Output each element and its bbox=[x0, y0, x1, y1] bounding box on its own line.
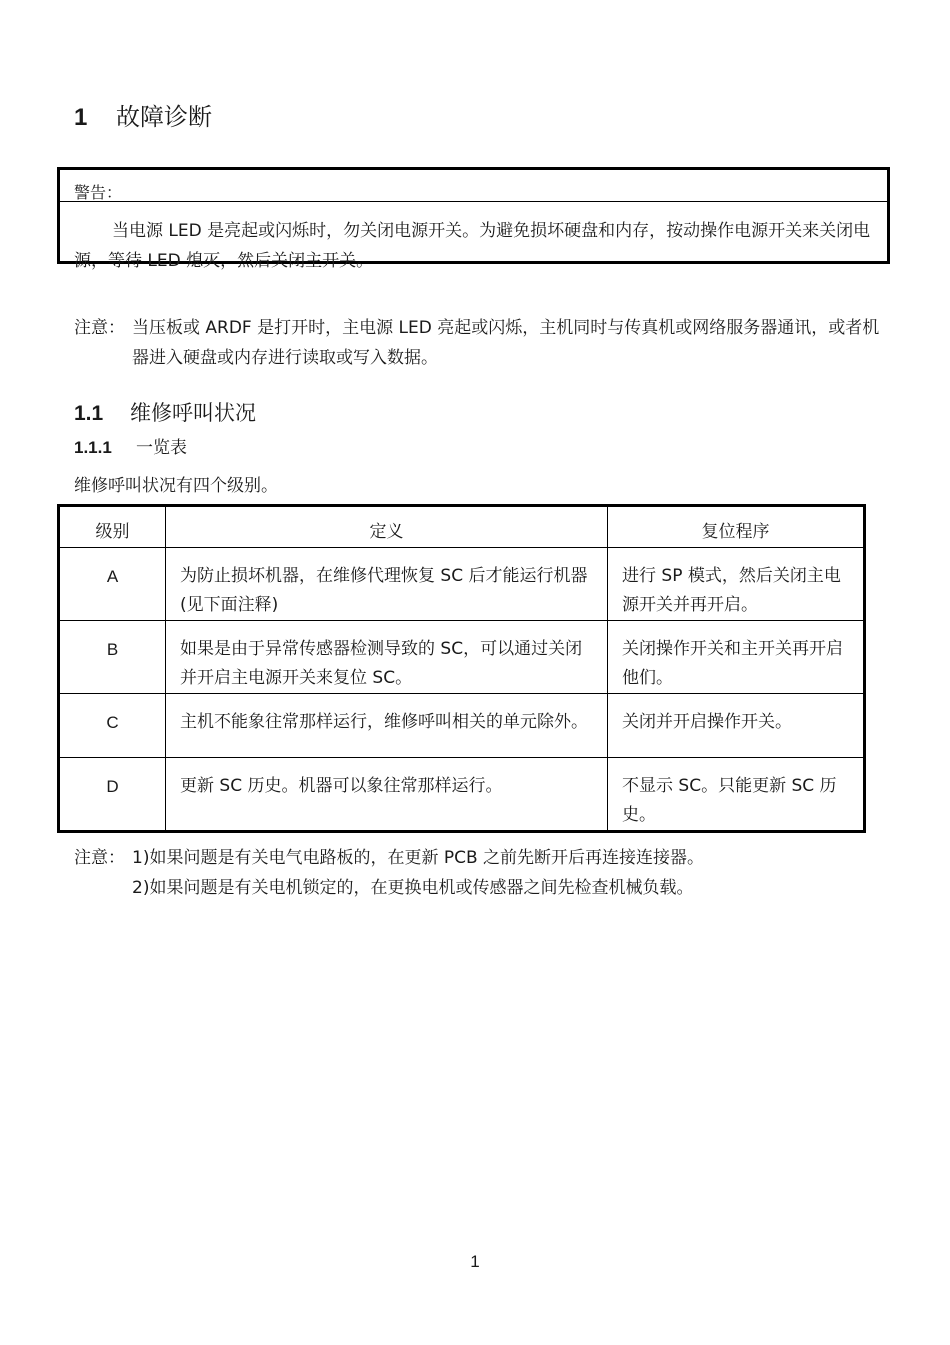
heading-3-title: 一览表 bbox=[136, 438, 187, 458]
definition-cell: 为防止损坏机器，在维修代理恢复 SC 后才能运行机器(见下面注释) bbox=[166, 548, 608, 621]
table-row bbox=[59, 694, 865, 758]
level-cell: D bbox=[59, 758, 166, 832]
note-2-item: 1)如果问题是有关电气电路板的，在更新 PCB 之前先断开后再连接连接器。 bbox=[132, 848, 705, 868]
reset-cell: 不显示 SC。只能更新 SC 历史。 bbox=[608, 758, 865, 832]
heading-2-title: 维修呼叫状况 bbox=[130, 401, 256, 425]
level-cell: B bbox=[59, 621, 166, 694]
warning-label: 警告： bbox=[74, 183, 123, 202]
note-1-text: 当压板或 ARDF 是打开时，主电源 LED 亮起或闪烁，主机同时与传真机或网络服务器通讯，或者机器进入硬盘或内存进行读取或写入数据。 bbox=[132, 318, 880, 368]
heading-1 bbox=[74, 100, 212, 135]
table-header-row bbox=[59, 506, 865, 548]
table-row bbox=[59, 548, 865, 621]
heading-3 bbox=[74, 435, 187, 461]
definition-cell: 如果是由于异常传感器检测导致的 SC，可以通过关闭并开启主电源开关来复位 SC。 bbox=[166, 621, 608, 694]
note-2-label: 注意： bbox=[74, 848, 125, 868]
note-2-line-2 bbox=[74, 873, 704, 903]
note-2 bbox=[74, 843, 704, 903]
page-number: 1 bbox=[470, 1252, 480, 1271]
heading-2 bbox=[74, 398, 256, 429]
table-row bbox=[59, 621, 865, 694]
header-definition: 定义 bbox=[166, 506, 608, 548]
definition-cell: 主机不能象往常那样运行，维修呼叫相关的单元除外。 bbox=[166, 694, 608, 758]
heading-1-number: 1 bbox=[74, 104, 88, 131]
header-level: 级别 bbox=[59, 506, 166, 548]
note-2-item: 2)如果问题是有关电机锁定的，在更换电机或传感器之间先检查机械负载。 bbox=[132, 878, 694, 898]
note-2-line-1 bbox=[74, 843, 704, 873]
heading-2-number: 1.1 bbox=[74, 402, 104, 425]
heading-3-number: 1.1.1 bbox=[74, 438, 112, 457]
warning-divider bbox=[60, 201, 887, 202]
level-cell: A bbox=[59, 548, 166, 621]
level-cell: C bbox=[59, 694, 166, 758]
heading-1-title: 故障诊断 bbox=[116, 103, 212, 131]
table-row bbox=[59, 758, 865, 832]
intro-text: 维修呼叫状况有四个级别。 bbox=[74, 476, 278, 496]
warning-text: 当电源 LED 是亮起或闪烁时，勿关闭电源开关。为避免损坏硬盘和内存，按动操作电源开关来关闭电源，等待 LED 熄灭，然后关闭主开关。 bbox=[74, 221, 871, 271]
reset-cell: 进行 SP 模式，然后关闭主电源开关并再开启。 bbox=[608, 548, 865, 621]
header-reset: 复位程序 bbox=[608, 506, 865, 548]
reset-cell: 关闭操作开关和主开关再开启他们。 bbox=[608, 621, 865, 694]
note-1 bbox=[74, 313, 886, 373]
reset-cell: 关闭并开启操作开关。 bbox=[608, 694, 865, 758]
sc-level-table bbox=[57, 504, 866, 833]
definition-cell: 更新 SC 历史。机器可以象往常那样运行。 bbox=[166, 758, 608, 832]
note-1-label: 注意： bbox=[74, 318, 125, 338]
